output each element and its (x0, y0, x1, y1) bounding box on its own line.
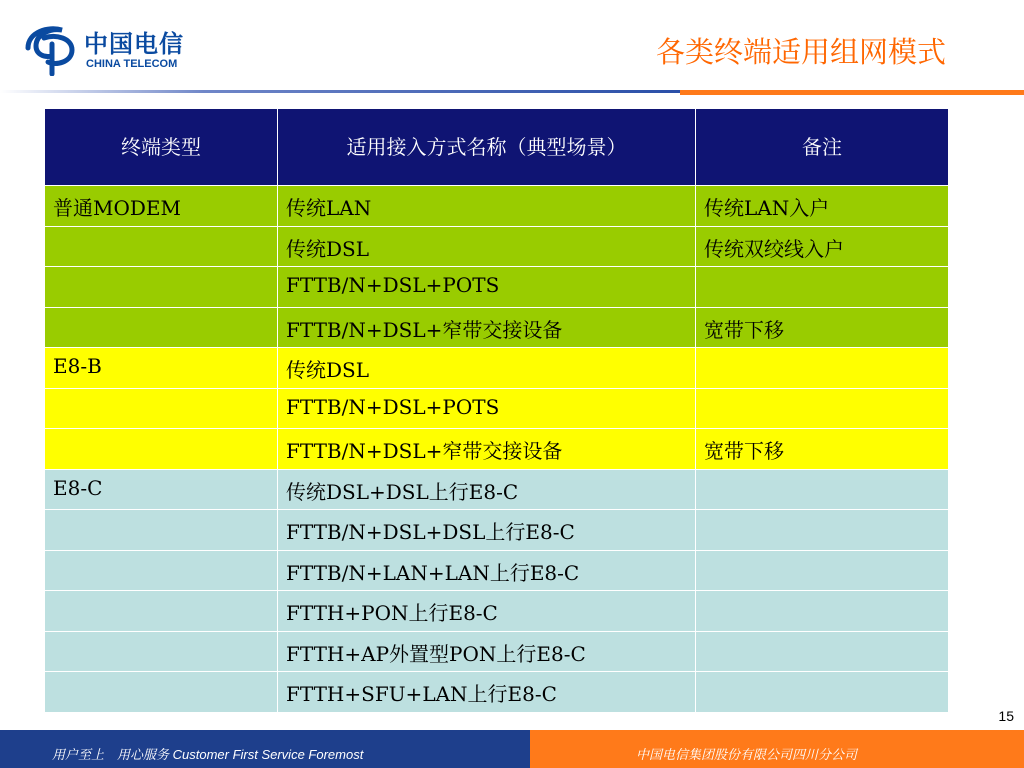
cell-access-method: FTTH+AP外置型PON上行E8-C (278, 631, 696, 672)
cell-terminal-type (45, 550, 278, 591)
cell-access-method: FTTB/N+DSL+窄带交接设备 (278, 307, 696, 348)
cell-remarks (696, 550, 949, 591)
cell-terminal-type (45, 510, 278, 551)
cell-access-method: 传统DSL (278, 226, 696, 267)
cell-access-method: FTTB/N+DSL+POTS (278, 388, 696, 429)
cell-access-method: FTTB/N+DSL+POTS (278, 267, 696, 308)
cell-terminal-type (45, 267, 278, 308)
table-row (45, 186, 949, 227)
cell-terminal-type (45, 307, 278, 348)
table-row (45, 429, 949, 470)
cell-remarks (696, 469, 949, 510)
header-remarks: 备注 (696, 109, 949, 186)
cell-remarks: 宽带下移 (696, 429, 949, 470)
cell-access-method: 传统DSL+DSL上行E8-C (278, 469, 696, 510)
cell-terminal-type: 普通MODEM (45, 186, 278, 227)
header-access-method: 适用接入方式名称（典型场景） (278, 109, 696, 186)
cell-remarks (696, 672, 949, 713)
cell-remarks: 传统双绞线入户 (696, 226, 949, 267)
cell-access-method: 传统LAN (278, 186, 696, 227)
page-number: 15 (998, 708, 1014, 724)
terminal-networking-table (44, 108, 949, 713)
cell-access-method: FTTB/N+DSL+窄带交接设备 (278, 429, 696, 470)
table-row (45, 510, 949, 551)
table-header-row (45, 109, 949, 186)
cell-access-method: FTTH+PON上行E8-C (278, 591, 696, 632)
table-row (45, 267, 949, 308)
title-divider-orange (680, 90, 1024, 95)
cell-access-method: FTTB/N+LAN+LAN上行E8-C (278, 550, 696, 591)
logo-chinese-text: 中国电信 (84, 30, 184, 58)
cell-remarks (696, 348, 949, 389)
table-row (45, 550, 949, 591)
cell-terminal-type: E8-C (45, 469, 278, 510)
table-row (45, 469, 949, 510)
cell-terminal-type (45, 591, 278, 632)
cell-terminal-type: E8-B (45, 348, 278, 389)
title-divider-blue (0, 90, 680, 93)
china-telecom-logo (22, 18, 192, 78)
cell-terminal-type (45, 429, 278, 470)
table-row (45, 307, 949, 348)
table-row (45, 672, 949, 713)
table-row (45, 388, 949, 429)
table-row (45, 348, 949, 389)
table-row (45, 591, 949, 632)
slide-title: 各类终端适用组网模式 (655, 35, 946, 69)
header-terminal-type: 终端类型 (45, 109, 278, 186)
logo-english-text: CHINA TELECOM (86, 58, 178, 70)
cell-remarks: 宽带下移 (696, 307, 949, 348)
table-row (45, 226, 949, 267)
table-row (45, 631, 949, 672)
cell-remarks (696, 631, 949, 672)
cell-remarks (696, 267, 949, 308)
footer-slogan: 用户至上 用心服务 Customer First Service Foremost (52, 747, 364, 762)
cell-terminal-type (45, 672, 278, 713)
cell-terminal-type (45, 631, 278, 672)
cell-remarks (696, 591, 949, 632)
china-telecom-emblem-icon (22, 18, 80, 76)
cell-terminal-type (45, 226, 278, 267)
cell-access-method: 传统DSL (278, 348, 696, 389)
cell-access-method: FTTB/N+DSL+DSL上行E8-C (278, 510, 696, 551)
cell-terminal-type (45, 388, 278, 429)
cell-remarks (696, 510, 949, 551)
footer-company-name: 中国电信集团股份有限公司四川分公司 (636, 748, 858, 763)
cell-remarks: 传统LAN入户 (696, 186, 949, 227)
cell-access-method: FTTH+SFU+LAN上行E8-C (278, 672, 696, 713)
cell-remarks (696, 388, 949, 429)
